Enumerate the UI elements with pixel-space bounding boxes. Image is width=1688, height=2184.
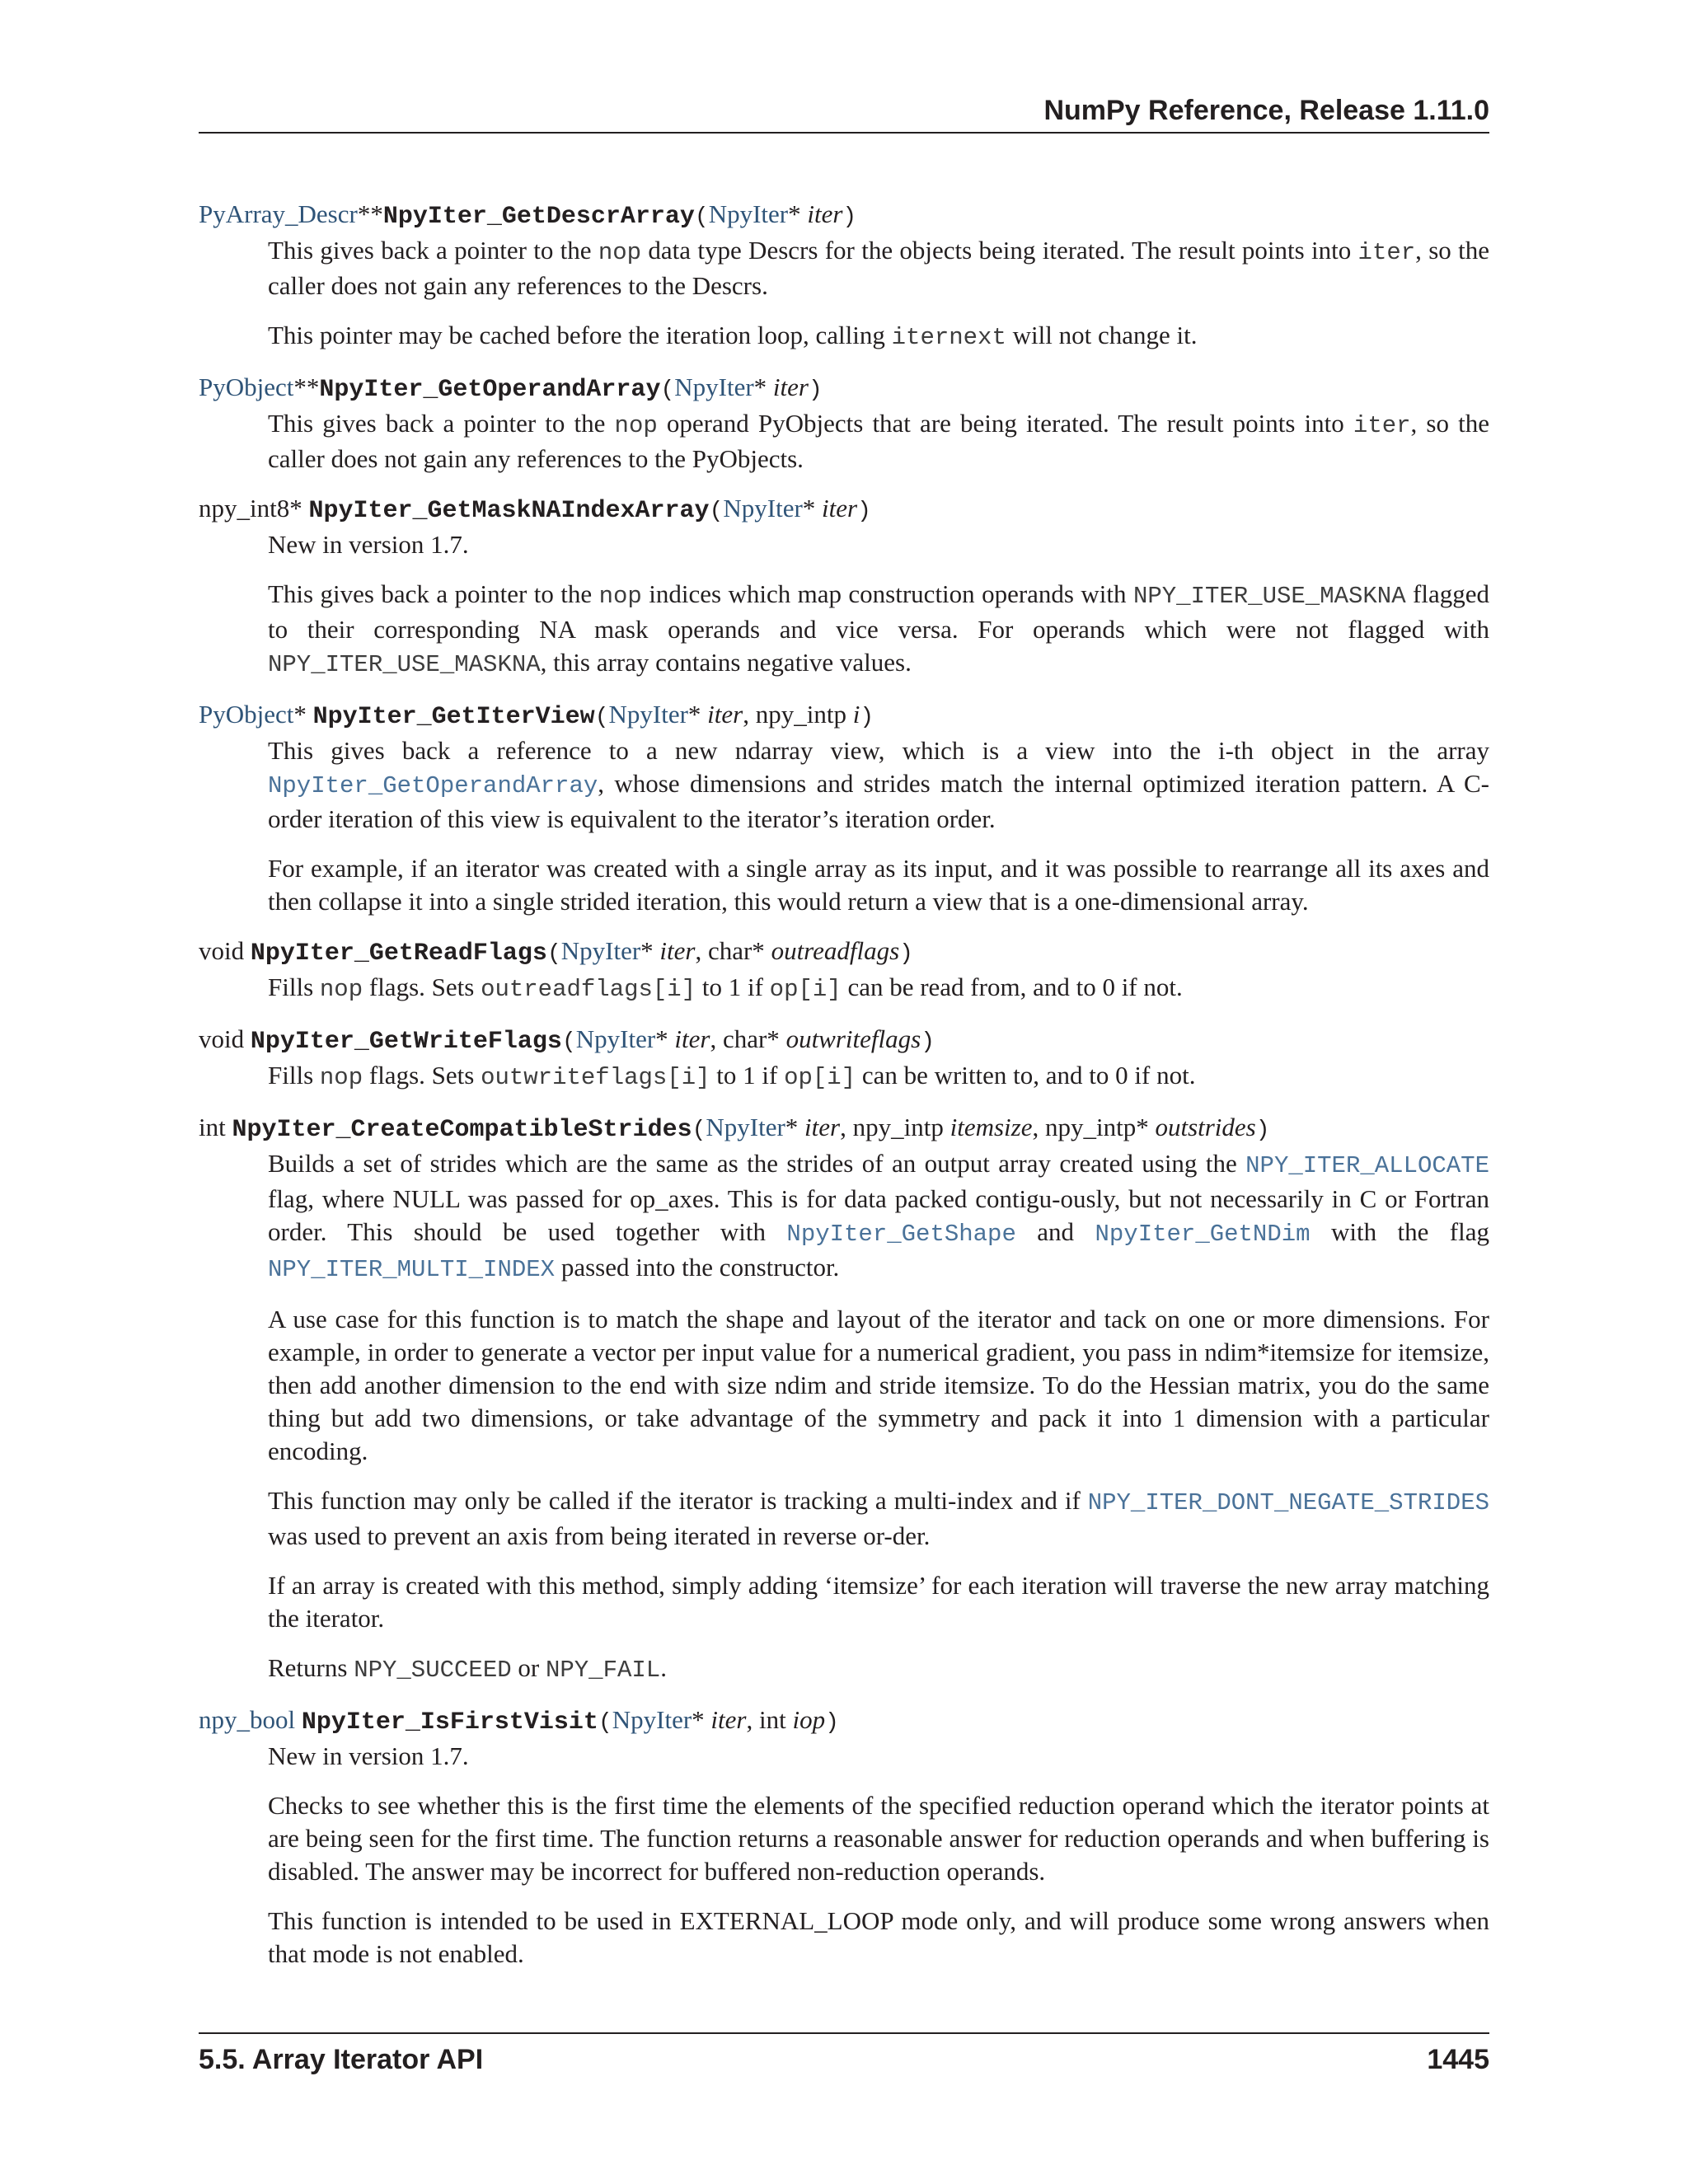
paragraph: This gives back a pointer to the nop operand PyObjects that are being iterated. The result points into iter, so the caller does not gain any references to the PyObjects. bbox=[268, 409, 1489, 473]
function-signature: void NpyIter_GetReadFlags(NpyIter* iter, char* outreadflags) bbox=[199, 936, 913, 968]
return-type-link[interactable]: PyObject bbox=[199, 700, 294, 729]
function-signature: PyObject* NpyIter_GetIterView(NpyIter* iter, npy_intp i) bbox=[199, 700, 874, 731]
page-number: 1445 bbox=[1427, 2044, 1489, 2075]
return-type: void bbox=[199, 936, 251, 965]
function-name: NpyIter_GetOperandArray bbox=[319, 376, 661, 404]
api-entry-createcompatiblestrides bbox=[199, 1111, 1489, 1687]
function-name: NpyIter_GetReadFlags bbox=[250, 940, 547, 968]
paragraph: This pointer may be cached before the iteration loop, calling iternext will not change it. bbox=[268, 321, 1198, 351]
version-note: New in version 1.7. bbox=[268, 530, 469, 559]
function-name: NpyIter_GetIterView bbox=[312, 703, 595, 731]
function-description bbox=[268, 971, 1489, 1006]
paragraph: Returns NPY_SUCCEED or NPY_FAIL. bbox=[268, 1653, 667, 1684]
paragraph: This gives back a pointer to the nop data type Descrs for the objects being iterated. The result points into iter, so the caller does not gain any references to the Descrs. bbox=[268, 236, 1490, 300]
paragraph: If an array is created with this method, simply adding ‘itemsize’ for each iteration will traverse the new array matching the iterator. bbox=[268, 1571, 1489, 1633]
param-name: iter bbox=[807, 199, 843, 228]
api-entry-getmasknaindexarray bbox=[199, 492, 1489, 682]
param-type-link[interactable]: NpyIter bbox=[575, 1024, 656, 1053]
api-entry-getreadflags bbox=[199, 935, 1489, 1006]
param-type-link[interactable]: NpyIter bbox=[612, 1705, 692, 1734]
function-description bbox=[268, 734, 1489, 918]
cross-ref-link[interactable]: NPY_ITER_DONT_NEGATE_STRIDES bbox=[1087, 1489, 1489, 1516]
api-entry-getdescrarray bbox=[199, 198, 1489, 354]
page-footer bbox=[199, 2032, 1489, 2080]
paragraph: This function may only be called if the iterator is tracking a multi-index and if NPY_ITER_DONT_NEGATE_STRIDES was used to prevent an axis from being iterated in reverse or-der. bbox=[268, 1486, 1489, 1550]
param-name: itemsize bbox=[950, 1113, 1033, 1141]
paragraph: This function is intended to be used in EXTERNAL_LOOP mode only, and will produce some wrong answers when that mode is not enabled. bbox=[268, 1906, 1489, 1968]
param-type-link[interactable]: NpyIter bbox=[706, 1113, 785, 1141]
return-type-link[interactable]: npy_bool bbox=[199, 1705, 296, 1734]
cross-ref-link[interactable]: NpyIter_GetOperandArray bbox=[268, 772, 598, 799]
function-signature: npy_bool NpyIter_IsFirstVisit(NpyIter* iter, int iop) bbox=[199, 1705, 839, 1736]
function-name: NpyIter_GetDescrArray bbox=[382, 203, 695, 231]
param-name: outstrides bbox=[1155, 1113, 1256, 1141]
return-type-link[interactable]: PyArray_Descr bbox=[199, 199, 358, 228]
param-name: outwriteflags bbox=[785, 1024, 921, 1053]
function-description bbox=[268, 1740, 1489, 1971]
return-type: void bbox=[199, 1024, 251, 1053]
param-name: iter bbox=[710, 1705, 747, 1734]
paragraph: Fills nop flags. Sets outreadflags[i] to 1 if op[i] can be read from, and to 0 if not. bbox=[268, 972, 1183, 1003]
cross-ref-link[interactable]: NPY_ITER_MULTI_INDEX bbox=[268, 1256, 556, 1283]
function-signature: PyArray_Descr**NpyIter_GetDescrArray(NpyIter* iter) bbox=[199, 199, 857, 231]
paragraph: For example, if an iterator was created with a single array as its input, and it was possible to rearrange all its axes and then collapse it into a single strided iteration, this would return a view that is a one-dimensional array. bbox=[268, 854, 1489, 916]
param-type-link[interactable]: NpyIter bbox=[608, 700, 688, 729]
function-signature: PyObject**NpyIter_GetOperandArray(NpyIter* iter) bbox=[199, 373, 823, 404]
paragraph: Fills nop flags. Sets outwriteflags[i] to 1 if op[i] can be written to, and to 0 if not. bbox=[268, 1061, 1196, 1091]
paragraph: This gives back a reference to a new ndarray view, which is a view into the i-th object in the array NpyIter_GetOperandArray, whose dimensions and strides match the internal optimized iteration pattern. A C-order iteration of this view is equivalent to the iterator’s iteration order. bbox=[268, 736, 1489, 833]
param-name: i bbox=[852, 700, 860, 729]
cross-ref-link[interactable]: NpyIter_GetShape bbox=[786, 1221, 1016, 1248]
function-name: NpyIter_GetMaskNAIndexArray bbox=[308, 497, 710, 525]
function-name: NpyIter_IsFirstVisit bbox=[301, 1708, 598, 1736]
function-description bbox=[268, 528, 1489, 682]
api-entry-getiterview bbox=[199, 698, 1489, 918]
api-entry-getoperandarray bbox=[199, 371, 1489, 476]
function-signature: npy_int8* NpyIter_GetMaskNAIndexArray(NpyIter* iter) bbox=[199, 494, 871, 525]
param-type-link[interactable]: NpyIter bbox=[674, 373, 754, 401]
function-description bbox=[268, 407, 1489, 476]
paragraph: Checks to see whether this is the first time the elements of the specified reduction operand which the iterator points at are being seen for the first time. The function returns a reasonable answer for reduction operands and when buffering is disabled. The answer may be incorrect for buffered non-reduction operands. bbox=[268, 1791, 1489, 1886]
param-name: iter bbox=[772, 373, 809, 401]
function-description bbox=[268, 234, 1489, 354]
param-name: iter bbox=[804, 1113, 841, 1141]
cross-ref-link[interactable]: NpyIter_GetNDim bbox=[1095, 1221, 1311, 1248]
function-description bbox=[268, 1059, 1489, 1094]
function-signature: void NpyIter_GetWriteFlags(NpyIter* iter, char* outwriteflags) bbox=[199, 1024, 935, 1056]
param-type-link[interactable]: NpyIter bbox=[723, 494, 803, 523]
paragraph: This gives back a pointer to the nop indices which map construction operands with NPY_ITER_USE_MASKNA flagged to their corresponding NA mask operands and vice versa. For operands which were not flagged with NPY_ITER_USE_MASKNA, this array contains negative values. bbox=[268, 579, 1489, 678]
return-type: int bbox=[199, 1113, 232, 1141]
api-entry-isfirstvisit bbox=[199, 1704, 1489, 1971]
function-name: NpyIter_GetWriteFlags bbox=[250, 1028, 562, 1056]
param-type-link[interactable]: NpyIter bbox=[708, 199, 789, 228]
api-entry-getwriteflags bbox=[199, 1023, 1489, 1094]
function-signature: int NpyIter_CreateCompatibleStrides(NpyIter* iter, npy_intp itemsize, npy_intp* outstrides) bbox=[199, 1113, 1270, 1144]
running-header: NumPy Reference, Release 1.11.0 bbox=[199, 92, 1489, 134]
cross-ref-link[interactable]: NPY_ITER_ALLOCATE bbox=[1245, 1152, 1489, 1179]
api-content bbox=[199, 198, 1489, 1987]
function-name: NpyIter_CreateCompatibleStrides bbox=[232, 1116, 692, 1144]
param-name: outreadflags bbox=[771, 936, 900, 965]
version-note: New in version 1.7. bbox=[268, 1741, 469, 1770]
return-type: npy_int8* bbox=[199, 494, 309, 523]
param-name: iop bbox=[792, 1705, 826, 1734]
function-description bbox=[268, 1147, 1489, 1687]
paragraph: A use case for this function is to match the shape and layout of the iterator and tack on one or more dimensions. For example, in order to generate a vector per input value for a numerical gradient, you pass in ndim*itemsize for itemsize, then add another dimension to the end with size ndim and stride itemsize. To do the Hessian matrix, you do the same thing but add two dimensions, or take advantage of the symmetry and pack it into 1 dimension with a particular encoding. bbox=[268, 1305, 1489, 1465]
param-name: iter bbox=[659, 936, 696, 965]
param-name: iter bbox=[822, 494, 858, 523]
return-type-link[interactable]: PyObject bbox=[199, 373, 294, 401]
param-type-link[interactable]: NpyIter bbox=[560, 936, 641, 965]
paragraph: Builds a set of strides which are the same as the strides of an output array created using the NPY_ITER_ALLOCATE flag, where NULL was passed for op_axes. This is for data packed contigu-ously, but not necessarily in C or Fortran order. This should be used together with NpyIter_GetShape and NpyIter_GetNDim with the flag NPY_ITER_MULTI_INDEX passed into the constructor. bbox=[268, 1149, 1490, 1283]
param-name: iter bbox=[674, 1024, 710, 1053]
param-name: iter bbox=[707, 700, 743, 729]
footer-section: 5.5. Array Iterator API bbox=[199, 2044, 484, 2075]
